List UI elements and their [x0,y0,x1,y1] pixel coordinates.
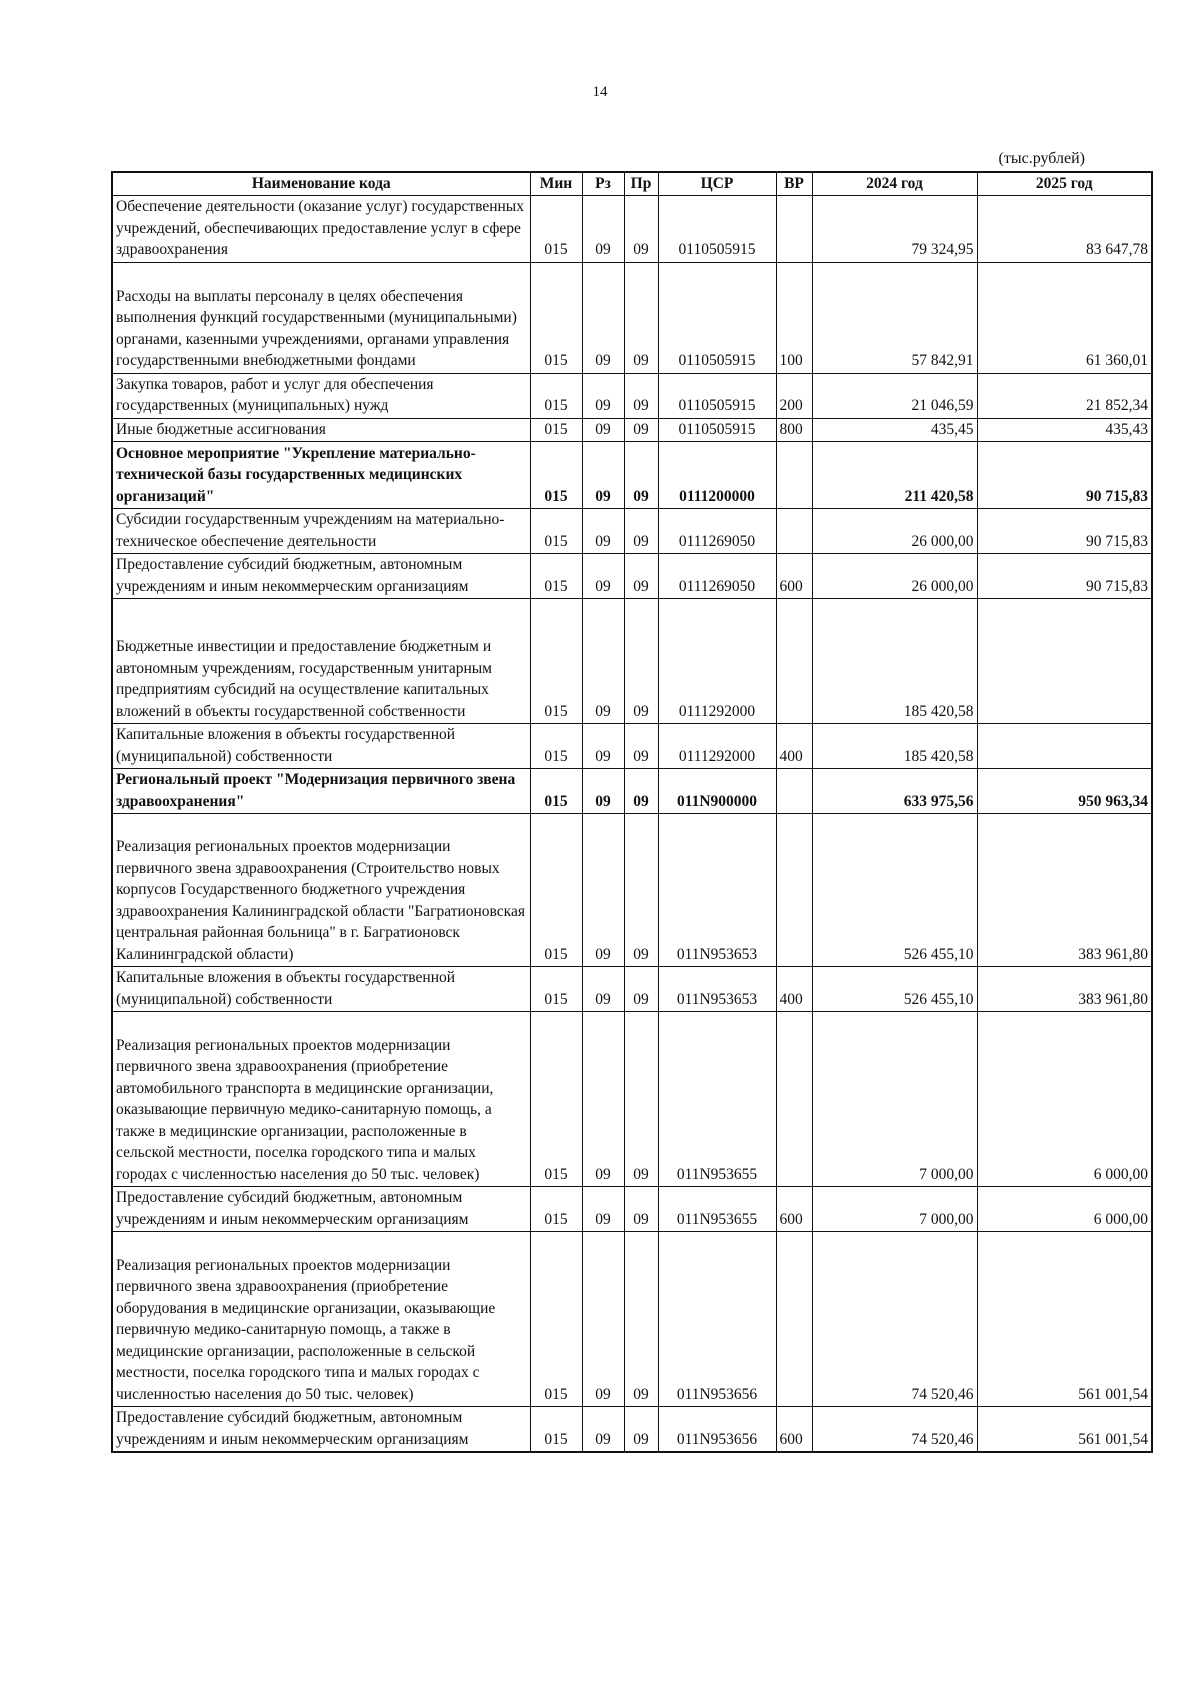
amount-2025-cell [977,599,1152,724]
name-cell: Капитальные вложения в объекты государственной (муниципальной) собственности [112,967,530,1012]
header-min: Мин [530,172,582,195]
vr-cell: 100 [776,262,812,373]
min-cell: 015 [530,1407,582,1453]
min-cell: 015 [530,1012,582,1187]
vr-cell: 400 [776,724,812,769]
amount-2025-cell: 90 715,83 [977,554,1152,599]
csr-cell: 0111292000 [658,599,776,724]
name-cell: Расходы на выплаты персоналу в целях обеспечения выполнения функций государственными (муниципальными) органами, казенными учреждениями, органами управления государственными внебюджетными фондами [112,262,530,373]
csr-cell: 0111200000 [658,442,776,509]
csr-cell: 0110505915 [658,195,776,262]
header-pr: Пр [624,172,658,195]
table-row [112,724,1152,769]
amount-2024-cell: 211 420,58 [812,442,977,509]
rz-cell: 09 [582,373,624,418]
rz-cell: 09 [582,814,624,967]
rz-cell: 09 [582,262,624,373]
name-cell: Закупка товаров, работ и услуг для обеспечения государственных (муниципальных) нужд [112,373,530,418]
vr-cell: 200 [776,373,812,418]
pr-cell: 09 [624,724,658,769]
pr-cell: 09 [624,967,658,1012]
pr-cell: 09 [624,1407,658,1453]
amount-2024-cell: 74 520,46 [812,1407,977,1453]
vr-cell: 600 [776,1407,812,1453]
table-row [112,814,1152,967]
amount-2024-cell: 526 455,10 [812,967,977,1012]
csr-cell: 011N953653 [658,814,776,967]
rz-cell: 09 [582,1187,624,1232]
header-2024: 2024 год [812,172,977,195]
csr-cell: 0111292000 [658,724,776,769]
csr-cell: 0110505915 [658,418,776,442]
page-number: 14 [592,84,608,100]
amount-2025-cell: 6 000,00 [977,1012,1152,1187]
vr-cell [776,509,812,554]
min-cell: 015 [530,373,582,418]
table-row [112,1232,1152,1407]
table-row [112,195,1152,262]
name-cell: Реализация региональных проектов модернизации первичного звена здравоохранения (приобретение автомобильного транспорта в медицинские организации, оказывающие первичную медико-санитарную помощь, а также в медицинские организации, расположенные в сельской местности, поселка городского типа и малых городах с численностью населения до 50 тыс. человек) [112,1012,530,1187]
table-row [112,554,1152,599]
header-vr: ВР [776,172,812,195]
name-cell: Субсидии государственным учреждениям на материально-техническое обеспечение деятельности [112,509,530,554]
table-row [112,418,1152,442]
vr-cell [776,1012,812,1187]
amount-2025-cell: 6 000,00 [977,1187,1152,1232]
name-cell: Основное мероприятие "Укрепление материально-технической базы государственных медицинских организаций" [112,442,530,509]
vr-cell: 600 [776,554,812,599]
amount-2024-cell: 185 420,58 [812,724,977,769]
min-cell: 015 [530,967,582,1012]
amount-2024-cell: 26 000,00 [812,554,977,599]
vr-cell: 800 [776,418,812,442]
csr-cell: 0110505915 [658,373,776,418]
pr-cell: 09 [624,373,658,418]
min-cell: 015 [530,1232,582,1407]
name-cell: Обеспечение деятельности (оказание услуг) государственных учреждений, обеспечивающих предоставление услуг в сфере здравоохранения [112,195,530,262]
rz-cell: 09 [582,195,624,262]
name-cell: Реализация региональных проектов модернизации первичного звена здравоохранения (приобретение оборудования в медицинские организации, оказывающие первичную медико-санитарную помощь, а также в медицинские организации, расположенные в сельской местности, поселка городского типа и малых городах с численностью населения до 50 тыс. человек) [112,1232,530,1407]
pr-cell: 09 [624,509,658,554]
header-rz: Рз [582,172,624,195]
rz-cell: 09 [582,967,624,1012]
amount-2024-cell: 526 455,10 [812,814,977,967]
min-cell: 015 [530,814,582,967]
csr-cell: 0111269050 [658,509,776,554]
pr-cell: 09 [624,418,658,442]
amount-2024-cell: 79 324,95 [812,195,977,262]
table-row [112,1187,1152,1232]
pr-cell: 09 [624,1012,658,1187]
amount-2025-cell: 383 961,80 [977,967,1152,1012]
min-cell: 015 [530,509,582,554]
header-2025: 2025 год [977,172,1152,195]
table-row [112,967,1152,1012]
amount-2024-cell: 7 000,00 [812,1187,977,1232]
vr-cell [776,442,812,509]
pr-cell: 09 [624,1232,658,1407]
amount-2025-cell: 561 001,54 [977,1232,1152,1407]
header-csr: ЦСР [658,172,776,195]
pr-cell: 09 [624,262,658,373]
name-cell: Бюджетные инвестиции и предоставление бюджетным и автономным учреждениям, государственным унитарным предприятиям субсидий на осуществление капитальных вложений в объекты государственной собственности [112,599,530,724]
pr-cell: 09 [624,814,658,967]
vr-cell [776,769,812,814]
rz-cell: 09 [582,599,624,724]
csr-cell: 011N953655 [658,1187,776,1232]
rz-cell: 09 [582,1407,624,1453]
min-cell: 015 [530,1187,582,1232]
amount-2025-cell [977,724,1152,769]
table-row [112,599,1152,724]
amount-2024-cell: 57 842,91 [812,262,977,373]
csr-cell: 011N953656 [658,1232,776,1407]
pr-cell: 09 [624,442,658,509]
header-name: Наименование кода [112,172,530,195]
table-row [112,373,1152,418]
table-row [112,262,1152,373]
amount-2024-cell: 7 000,00 [812,1012,977,1187]
name-cell: Капитальные вложения в объекты государственной (муниципальной) собственности [112,724,530,769]
min-cell: 015 [530,262,582,373]
rz-cell: 09 [582,442,624,509]
amount-2024-cell: 21 046,59 [812,373,977,418]
amount-2025-cell: 21 852,34 [977,373,1152,418]
amount-2024-cell: 633 975,56 [812,769,977,814]
min-cell: 015 [530,724,582,769]
name-cell: Предоставление субсидий бюджетным, автономным учреждениям и иным некоммерческим организациям [112,554,530,599]
rz-cell: 09 [582,554,624,599]
min-cell: 015 [530,195,582,262]
min-cell: 015 [530,554,582,599]
amount-2025-cell: 383 961,80 [977,814,1152,967]
table-row [112,1012,1152,1187]
name-cell: Предоставление субсидий бюджетным, автономным учреждениям и иным некоммерческим организациям [112,1187,530,1232]
vr-cell: 400 [776,967,812,1012]
vr-cell: 600 [776,1187,812,1232]
pr-cell: 09 [624,1187,658,1232]
table-row [112,1407,1152,1453]
pr-cell: 09 [624,554,658,599]
vr-cell [776,599,812,724]
units-label: (тыс.рублей) [998,150,1085,167]
csr-cell: 0110505915 [658,262,776,373]
csr-cell: 011N953653 [658,967,776,1012]
amount-2025-cell: 83 647,78 [977,195,1152,262]
budget-table [111,171,1153,1453]
name-cell: Иные бюджетные ассигнования [112,418,530,442]
csr-cell: 011N953656 [658,1407,776,1453]
amount-2025-cell: 435,43 [977,418,1152,442]
rz-cell: 09 [582,724,624,769]
vr-cell [776,814,812,967]
min-cell: 015 [530,418,582,442]
rz-cell: 09 [582,769,624,814]
amount-2025-cell: 90 715,83 [977,509,1152,554]
table-row [112,442,1152,509]
amount-2024-cell: 74 520,46 [812,1232,977,1407]
rz-cell: 09 [582,509,624,554]
rz-cell: 09 [582,1232,624,1407]
pr-cell: 09 [624,599,658,724]
name-cell: Региональный проект "Модернизация первичного звена здравоохранения" [112,769,530,814]
vr-cell [776,195,812,262]
csr-cell: 011N900000 [658,769,776,814]
pr-cell: 09 [624,195,658,262]
name-cell: Реализация региональных проектов модернизации первичного звена здравоохранения (Строительство новых корпусов Государственного бюджетного учреждения здравоохранения Калининградской области "Багратионовская центральная районная больница" в г. Багратионовск Калининградской области) [112,814,530,967]
min-cell: 015 [530,599,582,724]
amount-2024-cell: 26 000,00 [812,509,977,554]
table-row [112,769,1152,814]
rz-cell: 09 [582,1012,624,1187]
pr-cell: 09 [624,769,658,814]
table-header-row [112,172,1152,195]
csr-cell: 011N953655 [658,1012,776,1187]
table-row [112,509,1152,554]
min-cell: 015 [530,769,582,814]
name-cell: Предоставление субсидий бюджетным, автономным учреждениям и иным некоммерческим организациям [112,1407,530,1453]
amount-2025-cell: 90 715,83 [977,442,1152,509]
amount-2024-cell: 435,45 [812,418,977,442]
amount-2025-cell: 950 963,34 [977,769,1152,814]
amount-2025-cell: 61 360,01 [977,262,1152,373]
amount-2025-cell: 561 001,54 [977,1407,1152,1453]
rz-cell: 09 [582,418,624,442]
table-body [112,195,1152,1452]
csr-cell: 0111269050 [658,554,776,599]
vr-cell [776,1232,812,1407]
amount-2024-cell: 185 420,58 [812,599,977,724]
min-cell: 015 [530,442,582,509]
